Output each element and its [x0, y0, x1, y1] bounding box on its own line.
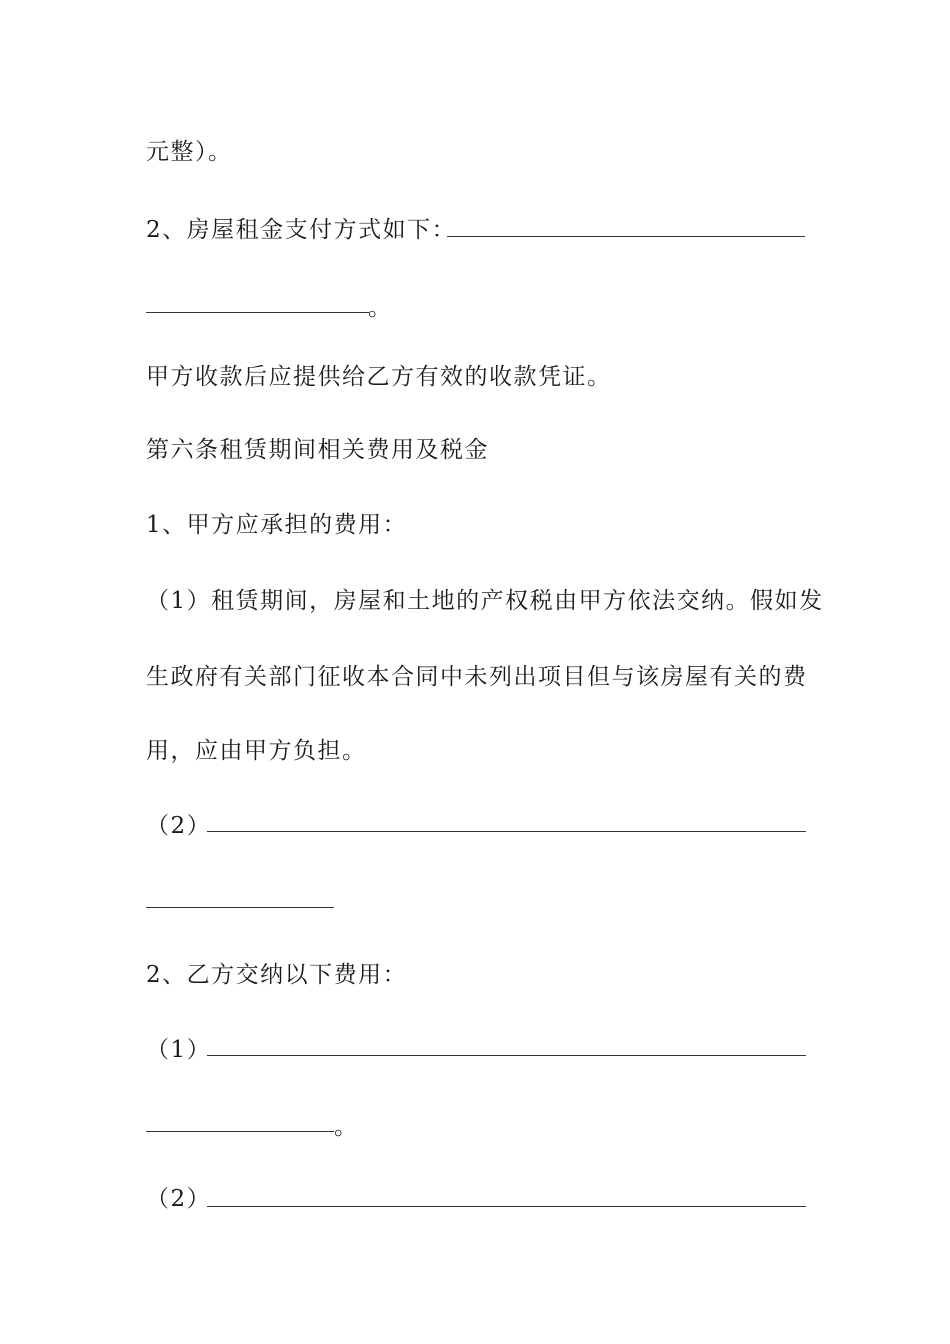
fill-blank-b2-1[interactable]: [207, 1206, 806, 1207]
text-line-7: （1）租赁期间，房屋和土地的产权税由甲方依法交纳。假如发: [146, 588, 824, 614]
fill-blank-payment-2[interactable]: [146, 312, 369, 313]
fill-blank-a2-2[interactable]: [146, 907, 334, 908]
text-line-party-a-fees: 1、甲方应承担的费用：: [146, 512, 408, 538]
text-period-1: 。: [368, 295, 391, 321]
text-line-8: 生政府有关部门征收本合同中未列出项目但与该房屋有关的费: [146, 664, 808, 690]
fill-blank-b1-1[interactable]: [207, 1055, 806, 1056]
fill-blank-b1-2[interactable]: [146, 1131, 334, 1132]
text-line-receipt: 甲方收款后应提供给乙方有效的收款凭证。: [146, 364, 612, 390]
payment-method-label: 2、房屋租金支付方式如下：: [146, 217, 457, 243]
text-period-2: 。: [334, 1114, 357, 1140]
text-line-payment-method: [146, 213, 456, 247]
item-label-a2: （2）: [146, 813, 212, 839]
text-line-1: 元整）。: [146, 139, 233, 165]
item-label-b1: （1）: [146, 1037, 212, 1063]
fill-blank-a2-1[interactable]: [207, 831, 806, 832]
text-line-9: 用，应由甲方负担。: [146, 738, 367, 764]
text-line-party-b-fees: 2、乙方交纳以下费用：: [146, 962, 408, 988]
section-heading-article-6: 第六条租赁期间相关费用及税金: [146, 437, 489, 463]
fill-blank-payment-1[interactable]: [447, 236, 805, 237]
item-label-b2: （2）: [146, 1186, 212, 1212]
